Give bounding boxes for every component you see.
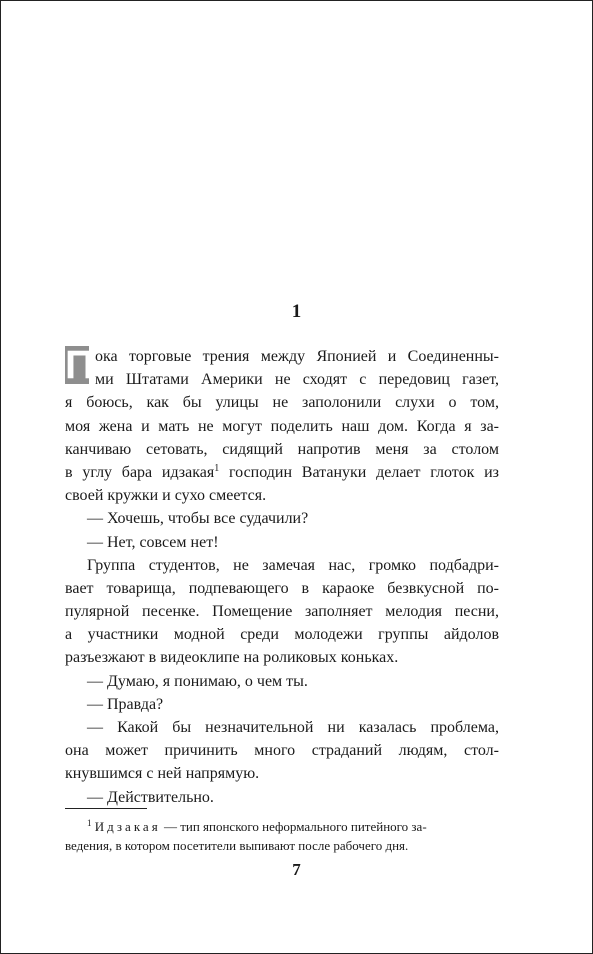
text-fragment: господин Ватануки делает глоток из (229, 463, 499, 481)
text-line: моя жена и мать не могут поделить наш дом. Когда я за- (65, 417, 499, 435)
text-line: пулярной песенке. Помещение заполняет мелодия песни, (65, 603, 499, 621)
text-line: Группа студентов, не замечая нас, громко подбадри- (87, 556, 499, 574)
footnote-line (65, 817, 499, 836)
footnote-line: ведения, в котором посетители выпивают после рабочего дня. (65, 838, 409, 853)
footnote (65, 817, 499, 855)
page-number: 7 (292, 860, 301, 879)
text-line: она может причинить много страданий людям, стол- (65, 742, 499, 760)
text-line: разъезжают в видеоклипе на роликовых коньках. (65, 649, 399, 667)
text-line: ми Штатами Америки не сходят с передовиц газет, (95, 371, 499, 389)
text-line-with-footnote (65, 461, 499, 484)
text-line: своей кружки и сухо смеется. (65, 487, 267, 505)
dialogue-line: — Думаю, я понимаю, о чем ты. (87, 672, 308, 690)
footnote-divider (65, 808, 147, 809)
text-line: ока торговые трения между Японией и Соединенны- (95, 348, 499, 365)
dialogue-line: — Хочешь, чтобы все судачили? (87, 510, 309, 528)
text-line: кнувшимся с ней напрямую. (65, 765, 260, 783)
text-line: я боюсь, как бы улицы не заполонили слухи о том, (65, 394, 499, 412)
chapter-number: 1 (291, 301, 302, 322)
dialogue-line: — Нет, совсем нет! (87, 533, 219, 551)
dialogue-line: — Какой бы незначительной ни казалась проблема, (87, 719, 499, 736)
text-line: вает товарища, подпевающего в караоке безвкусной по- (65, 579, 499, 597)
dialogue-line: — Правда? (87, 695, 164, 713)
text-fragment: в углу бара идзакая (65, 463, 215, 481)
footnote-reference[interactable]: 1 (214, 462, 220, 474)
footnote-text: — тип японского неформального питейного за- (160, 819, 427, 834)
text-line: канчиваю сетовать, сидящий напротив меня за столом (65, 440, 499, 458)
footnote-mark: 1 (87, 818, 92, 828)
body-text (65, 345, 499, 809)
drop-cap: П (65, 343, 94, 387)
footnote-term: Идзакая (94, 819, 161, 834)
text-line: а участники модной среди молодежи группы айдолов (65, 626, 499, 644)
dialogue-line: — Действительно. (87, 788, 214, 806)
